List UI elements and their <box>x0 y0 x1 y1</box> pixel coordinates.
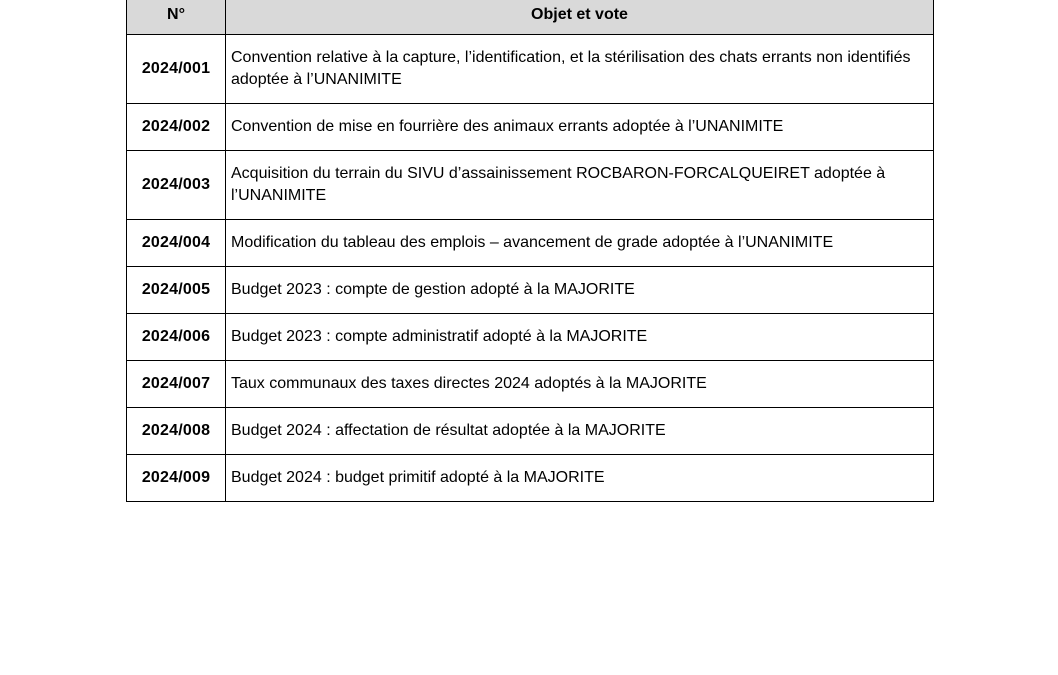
column-header-subject: Objet et vote <box>226 0 934 35</box>
deliberation-number: 2024/002 <box>127 104 226 151</box>
table-row <box>127 267 934 314</box>
deliberation-number: 2024/009 <box>127 455 226 502</box>
table-row <box>127 361 934 408</box>
deliberation-number: 2024/001 <box>127 35 226 104</box>
deliberation-number: 2024/003 <box>127 151 226 220</box>
deliberation-number: 2024/008 <box>127 408 226 455</box>
deliberation-subject: Modification du tableau des emplois – avancement de grade adoptée à l’UNANIMITE <box>226 220 934 267</box>
deliberation-number: 2024/004 <box>127 220 226 267</box>
deliberation-number: 2024/005 <box>127 267 226 314</box>
table-row <box>127 35 934 104</box>
deliberation-subject: Convention relative à la capture, l’identification, et la stérilisation des chats errants non identifiés adoptée à l’UNANIMITE <box>226 35 934 104</box>
table-row <box>127 408 934 455</box>
table-body <box>127 35 934 502</box>
deliberation-subject: Budget 2024 : affectation de résultat adoptée à la MAJORITE <box>226 408 934 455</box>
table-row <box>127 314 934 361</box>
deliberation-number: 2024/006 <box>127 314 226 361</box>
deliberation-number: 2024/007 <box>127 361 226 408</box>
header-row <box>127 0 934 35</box>
deliberation-subject: Acquisition du terrain du SIVU d’assainissement ROCBARON-FORCALQUEIRET adoptée à l’UNANIMITE <box>226 151 934 220</box>
deliberation-subject: Taux communaux des taxes directes 2024 adoptés à la MAJORITE <box>226 361 934 408</box>
deliberation-subject: Budget 2023 : compte de gestion adopté à la MAJORITE <box>226 267 934 314</box>
deliberations-table <box>126 0 934 502</box>
table-row <box>127 151 934 220</box>
table-header <box>127 0 934 35</box>
deliberation-subject: Budget 2023 : compte administratif adopté à la MAJORITE <box>226 314 934 361</box>
table-row <box>127 220 934 267</box>
deliberation-subject: Budget 2024 : budget primitif adopté à la MAJORITE <box>226 455 934 502</box>
table-row <box>127 455 934 502</box>
deliberation-subject: Convention de mise en fourrière des animaux errants adoptée à l’UNANIMITE <box>226 104 934 151</box>
table-row <box>127 104 934 151</box>
column-header-number: N° <box>127 0 226 35</box>
